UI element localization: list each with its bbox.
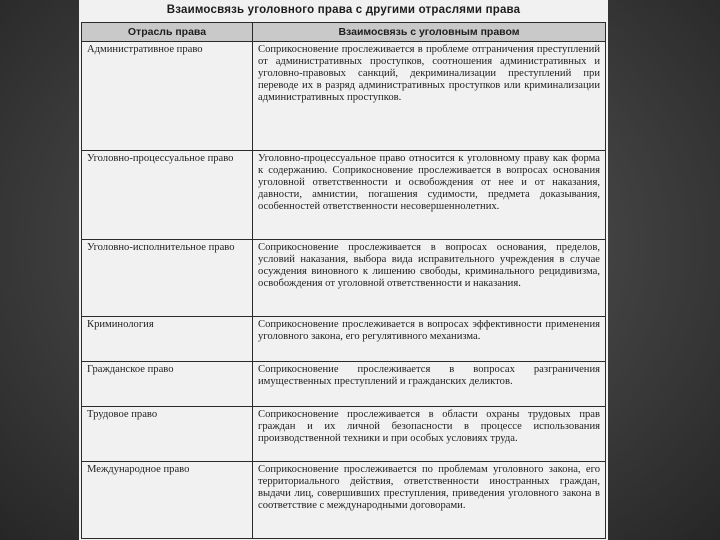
table-row xyxy=(82,317,606,362)
branch-cell: Международное право xyxy=(82,462,253,539)
table-row xyxy=(82,42,606,151)
law-relations-table xyxy=(81,22,606,539)
column-header-relation: Взаимосвязь с уголовным правом xyxy=(253,23,606,42)
table-header-row xyxy=(82,23,606,42)
table-row xyxy=(82,151,606,240)
relation-cell: Соприкосновение прослеживается в вопросах основания, пределов, условий наказания, выбора вида исправительного учреждения в случае осуждения виновного к лишению свободы, криминального рецидивизма, освобождения от уголовной ответственности и наказания. xyxy=(253,240,606,317)
relation-cell: Соприкосновение прослеживается в области охраны трудовых прав граждан и их личной безопасности в процессе использования производственной техники и при особых условиях труда. xyxy=(253,407,606,462)
branch-cell: Уголовно-исполнительное право xyxy=(82,240,253,317)
relation-cell: Соприкосновение прослеживается в вопросах разграничения имущественных преступлений и гражданских деликтов. xyxy=(253,362,606,407)
relation-cell: Соприкосновение прослеживается в проблеме отграничения преступлений от административных проступков, соотношения административных и уголовно-правовых санкций, декриминализации преступлений при переводе их в разряд административных проступков или криминализации административных проступков. xyxy=(253,42,606,151)
branch-cell: Уголовно-процессуальное право xyxy=(82,151,253,240)
branch-cell: Трудовое право xyxy=(82,407,253,462)
branch-cell: Гражданское право xyxy=(82,362,253,407)
table-row xyxy=(82,362,606,407)
scanned-page xyxy=(79,0,608,540)
relation-cell: Уголовно-процессуальное право относится к уголовному праву как форма к содержанию. Соприкосновение прослеживается в вопросах основания уголовной ответственности и освобождения от нее и от наказания, давности, амнистии, погашения судимости, предмета доказывания, особенностей ответственности несовершеннолетних. xyxy=(253,151,606,240)
table-row xyxy=(82,462,606,539)
table-row xyxy=(82,240,606,317)
relation-cell: Соприкосновение прослеживается в вопросах эффективности применения уголовного закона, его регулятивного механизма. xyxy=(253,317,606,362)
branch-cell: Административное право xyxy=(82,42,253,151)
relation-cell: Соприкосновение прослеживается по проблемам уголовного закона, его территориального действия, ответственности иностранных граждан, выдачи лиц, совершивших преступления, приведения уголовного закона в соответствие с международными договорами. xyxy=(253,462,606,539)
column-header-branch: Отрасль права xyxy=(82,23,253,42)
page-title: Взаимосвязь уголовного права с другими отраслями права xyxy=(166,4,521,16)
table-row xyxy=(82,407,606,462)
branch-cell: Криминология xyxy=(82,317,253,362)
